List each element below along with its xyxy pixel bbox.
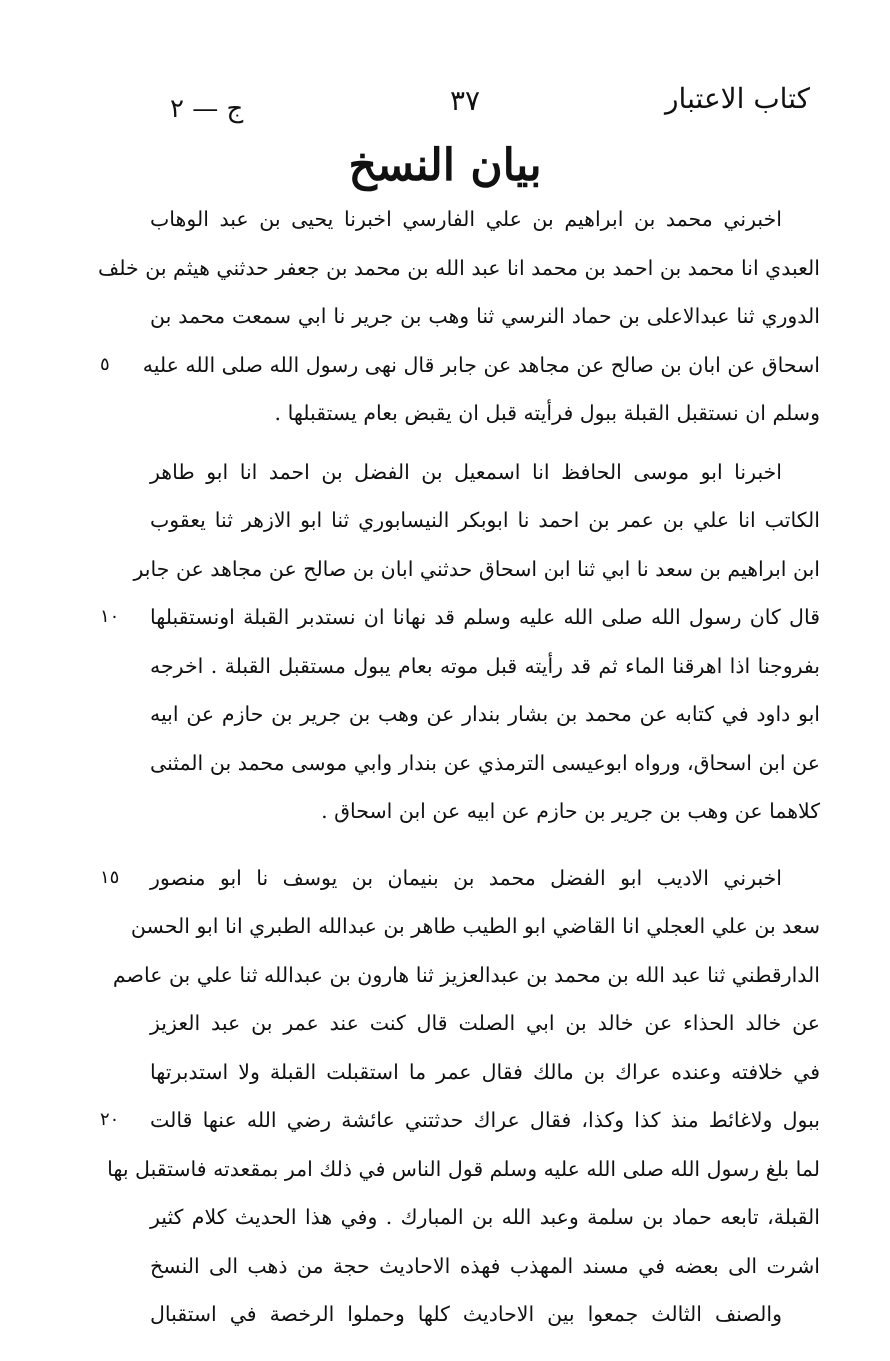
line-text: سعد بن علي العجلي انا القاضي ابو الطيب طاهر بن عبدالله الطبري انا ابو الحسن	[130, 914, 820, 938]
text-line	[150, 389, 820, 438]
line-text: ابن ابراهيم بن سعد نا ابي ثنا ابن اسحاق حدثني ابان بن صالح عن مجاهد عن جابر	[133, 556, 820, 581]
section-title: بيان النسخ	[348, 140, 542, 191]
line-text: ببول ولاغائط منذ كذا وكذا، فقال عراك حدثتني عائشة رضي الله عنها قالت	[150, 1108, 820, 1132]
text-line	[130, 902, 820, 951]
text-line	[150, 292, 820, 341]
text-line	[150, 690, 820, 739]
text-line	[150, 1290, 820, 1339]
line-text: عن ابن اسحاق، ورواه ابوعيسى الترمذي عن بندار وابي موسى محمد بن المثنى	[150, 750, 820, 775]
line-text: اسحاق عن ابان بن صالح عن مجاهد عن جابر قال نهى رسول الله صلى الله عليه	[142, 352, 820, 377]
text-line	[150, 448, 820, 497]
text-line	[150, 642, 820, 691]
text-line	[133, 545, 820, 594]
running-header	[150, 82, 810, 132]
line-text: والصنف الثالث جمعوا بين الاحاديث كلها وحملوا الرخصة في استقبال	[150, 1302, 782, 1326]
text-line	[150, 1193, 820, 1242]
part-number: ج — ٢	[170, 94, 244, 124]
line-text: اخبرني الاديب ابو الفضل محمد بن بنيمان بن يوسف نا ابو منصور	[150, 865, 782, 890]
line-text: اشرت الى بعضه في مسند المهذب فهذه الاحاديث حجة من ذهب الى النسخ	[150, 1253, 820, 1278]
line-text: في خلافته وعنده عراك بن مالك فقال عمر ما استقبلت القبلة ولا استدبرتها	[150, 1059, 820, 1084]
line-text: قال كان رسول الله صلى الله عليه وسلم قد نهانا ان نستدبر القبلة اونستقبلها	[150, 605, 820, 629]
text-line	[150, 739, 820, 788]
line-number-marker: ١٥	[100, 866, 120, 888]
line-text: وسلم ان نستقبل القبلة ببول فرأيته قبل ان يقبض بعام يستقبلها .	[274, 401, 820, 425]
text-line	[100, 593, 820, 642]
text-line	[100, 341, 820, 390]
line-text: الدارقطني ثنا عبد الله بن محمد بن عبدالعزيز ثنا هارون بن عبدالله ثنا علي بن عاصم	[112, 962, 820, 987]
line-number-marker: ١٠	[100, 606, 120, 627]
text-line	[150, 1048, 820, 1097]
book-title: كتاب الاعتبار	[665, 82, 810, 115]
body-text	[98, 195, 820, 1339]
line-text: ابو داود في كتابه عن محمد بن بشار بندار عن وهب بن جرير بن حازم عن ابيه	[150, 702, 820, 726]
text-line	[150, 1242, 820, 1291]
line-text: اخبرنا ابو موسى الحافظ انا اسمعيل بن الفضل بن احمد انا ابو طاهر	[150, 459, 782, 484]
line-text: القبلة، تابعه حماد بن سلمة وعبد الله بن المبارك . وفي هذا الحديث كلام كثير	[150, 1205, 820, 1229]
line-text: العبدي انا محمد بن احمد بن محمد انا عبد الله بن محمد بن جعفر حدثني هيثم بن خلف	[98, 255, 820, 280]
line-text: الكاتب انا علي بن عمر بن احمد نا ابوبكر النيسابوري ثنا ابو الازهر ثنا يعقوب	[150, 508, 820, 532]
page-number: ٣٧	[450, 84, 481, 117]
text-line	[150, 195, 820, 244]
text-line	[98, 244, 820, 293]
text-line	[150, 999, 820, 1048]
text-line	[107, 1145, 820, 1194]
line-number-marker: ٥	[100, 353, 110, 375]
line-text: لما بلغ رسول الله صلى الله عليه وسلم قول الناس في ذلك امر بمقعدته فاستقبل بها	[107, 1156, 820, 1181]
line-text: بفروجنا اذا اهرقنا الماء ثم قد رأيته قبل موته بعام يبول مستقبل القبلة . اخرجه	[150, 653, 820, 678]
text-line	[150, 496, 820, 545]
text-line	[100, 1096, 820, 1145]
line-text: كلاهما عن وهب بن جرير بن حازم عن ابيه عن ابن اسحاق .	[321, 799, 820, 823]
text-line	[150, 787, 820, 836]
text-line	[100, 854, 820, 903]
line-text: الدوري ثنا عبدالاعلى بن حماد النرسي ثنا وهب بن جرير نا ابي سمعت محمد بن	[150, 304, 820, 328]
text-line	[112, 951, 820, 1000]
line-text: عن خالد الحذاء عن خالد بن ابي الصلت قال كنت عند عمر بن عبد العزيز	[150, 1011, 820, 1035]
line-number-marker: ٢٠	[100, 1109, 120, 1130]
line-text: اخبرني محمد بن ابراهيم بن علي الفارسي اخبرنا يحيى بن عبد الوهاب	[150, 207, 782, 231]
